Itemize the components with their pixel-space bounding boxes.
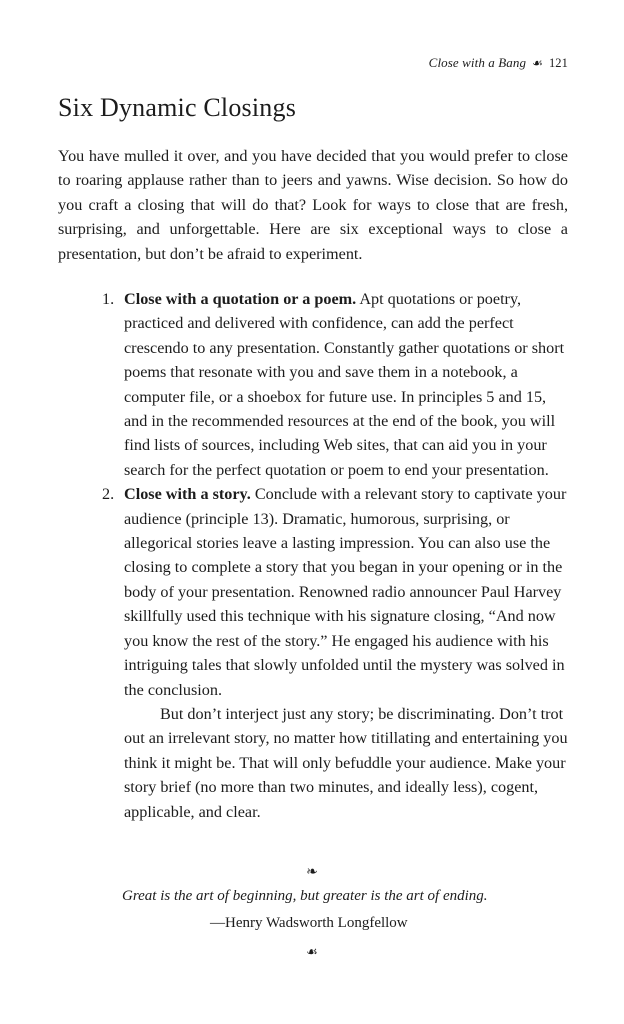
fleuron-icon: ☙ [532,56,543,70]
page-header [429,55,568,71]
page-number: 121 [548,56,568,70]
item-lead: Close with a quotation or a poem. [124,290,357,308]
item-paragraph [124,482,568,702]
item-text: Conclude with a relevant story to captivate your audience (principle 13). Dramatic, humorous, surprising, or allegorical stories leave a lasting impression. You can also use the closing to complete a story that you began in your opening or in the body of your presentation. Renowned radio announcer Paul Harvey skillfully used this technique with his signature closing, “And now you know the rest of the story.” He engaged his audience with his intriguing tales that slowly unfolded until the mystery was solved in the conclusion. [124,485,567,699]
closings-list [102,287,568,824]
epigraph-quote: Great is the art of beginning, but greater is the art of ending. [122,888,488,904]
item-paragraph-continued: But don’t interject just any story; be discriminating. Don’t trot out an irrelevant story, no matter how titillating and entertaining you think it might be. That will only befuddle your audience. Make your story brief (no more than two minutes, and ideally less), cogent, applicable, and clear. [124,704,568,821]
list-item [102,482,568,824]
list-item [102,287,568,482]
item-paragraph [124,287,568,482]
running-title: Close with a Bang [428,55,527,70]
section-heading: Six Dynamic Closings [58,93,297,122]
item-lead: Close with a story. [124,485,251,504]
item-number: 2. [102,485,115,504]
item-text: Apt quotations or poetry, practiced and delivered with confidence, can add the perfect crescendo to any presentation. Constantly gather quotations or short poems that resonate with you and save them in a notebook, a computer file, or a shoebox for future use. In principles 5 and 15, and in the recommended resources at the end of the book, you will find lists of sources, including Web sites, that can aid you in your search for the perfect quotation or poem to end your presentation. [124,290,565,479]
item-number: 1. [102,290,115,308]
epigraph-attribution: —Henry Wadsworth Longfellow [210,915,408,931]
fleuron-icon: ❧ [306,865,318,880]
fleuron-icon: ☙ [306,944,318,959]
intro-paragraph: You have mulled it over, and you have decided that you would prefer to close to roaring applause rather than to jeers and yawns. Wise decision. So how do you craft a closing that will do that? Look for ways to close that are fresh, surprising, and unforgettable. Here are six exceptional ways to close a presentation, but don’t be afraid to experiment. [58,147,568,263]
